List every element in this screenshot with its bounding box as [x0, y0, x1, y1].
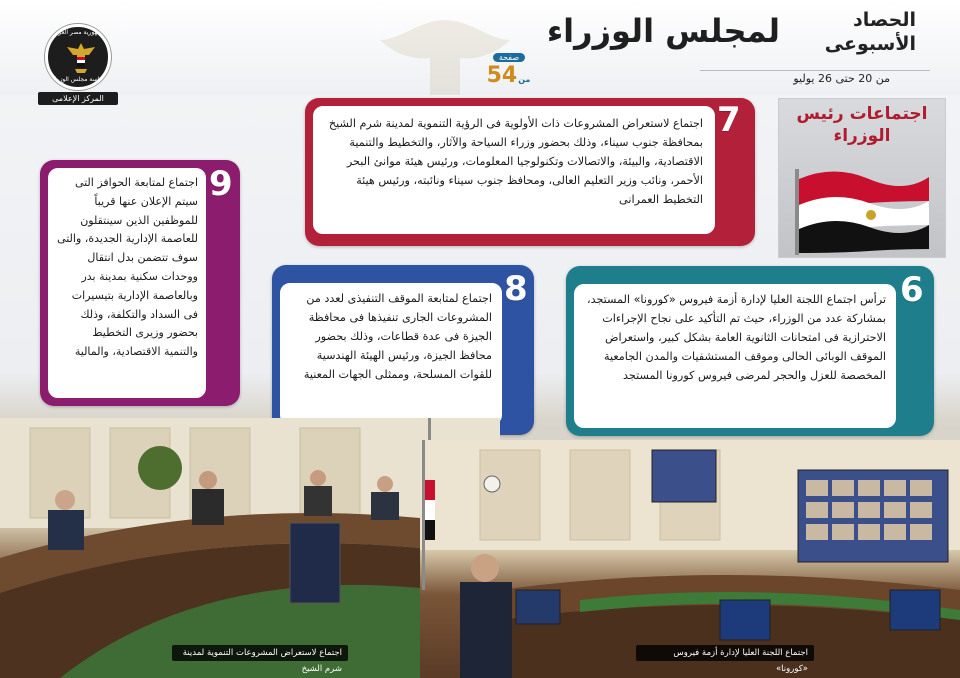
photo-corona-committee: [420, 440, 960, 678]
meeting-card-6-number: 6: [900, 270, 924, 310]
page-current: 4: [501, 63, 518, 88]
meeting-card-9: [40, 160, 240, 406]
meeting-card-9-text: اجتماع لمتابعة الحوافز التى سيتم الإعلان عنها قريباً للموظفين الذين سينتقلون للعاصمة الإدارية الجديدة، والتى سوف تتضمن بدل انتقال ووحدات سكنية بمدينة بدر وبالعاصمة الإدارية بتيسيرات فى السداد والتكلفة، وذلك بحضور وزيرى التخطيط والتنمية الاقتصادية، والمالية: [48, 168, 206, 398]
page-total: 5: [486, 63, 502, 88]
cabinet-logo: [38, 24, 118, 119]
photo-left-caption: اجتماع لاستعراض المشروعات التنموية لمدينة شرم الشيخ: [172, 645, 348, 661]
section-title: [779, 103, 945, 147]
harvest-line-2: الأسبوعى: [824, 33, 916, 55]
meeting-card-8-text: اجتماع لمتابعة الموقف التنفيذى لعدد من المشروعات الجارى تنفيذها فى محافظة الجيزة فى عدة قطاعات، وذلك بحضور محافظ الجيزة، ورئيس الهيئة الهندسية للقوات المسلحة، وممثلى الجهات المعنية: [280, 283, 502, 425]
section-title-line-1: اجتماعات رئيس: [796, 104, 928, 124]
page-indicator: [482, 45, 536, 89]
egypt-flag-icon: [779, 159, 929, 255]
meeting-card-7-text: اجتماع لاستعراض المشروعات ذات الأولوية فى الرؤية التنموية لمدينة شرم الشيخ بمحافظة جنوب سيناء، وذلك بحضور وزراء السياحة والآثار، والتخطيط والتنمية الاقتصادية، والبيئة، والاتصالات وتكنولوجيا المعلومات، ورئيس هيئة موانئ البحر الأحمر، ونائب وزير التعليم العالى، ومحافظ جنوب سيناء ونائبته، ورئيس هيئة التخطيط العمرانى: [313, 106, 715, 234]
logo-middle-text: رئاسة مجلس الوزراء: [51, 76, 105, 83]
date-range: من 20 حتى 26 يوليو: [700, 70, 930, 86]
harvest-line-1: الحصاد: [853, 9, 916, 31]
photo-right-caption: اجتماع اللجنة العليا لإدارة أزمة فيروس «كورونا»: [636, 645, 814, 661]
section-title-line-2: الوزراء: [833, 126, 891, 146]
logo-ribbon: المركز الإعلامى: [38, 92, 118, 105]
page-title: لمجلس الوزراء: [546, 12, 780, 50]
meeting-card-7: [305, 98, 755, 246]
meeting-card-8-number: 8: [504, 269, 528, 309]
logo-disc: [45, 24, 111, 90]
page-of: من: [518, 75, 531, 84]
meeting-card-6-text: ترأس اجتماع اللجنة العليا لإدارة أزمة فيروس «كورونا» المستجد، بمشاركة عدد من الوزراء، حيث تم التأكيد على نجاح الإجراءات الاحترازية فى امتحانات الثانوية العامة بشكل كبير، واستعراض الموقف الوبائى الحالى وموقف المستشفيات والمدن الجامعية المخصصة للعزل والحجر لمرضى فيروس كورونا المستجد: [574, 284, 896, 428]
section-label: [778, 98, 946, 258]
weekly-harvest-label: [806, 8, 916, 56]
meeting-card-7-number: 7: [717, 100, 741, 140]
meeting-card-8: [272, 265, 534, 435]
eagle-emblem-icon: [65, 41, 97, 75]
meeting-card-6: [566, 266, 934, 436]
meeting-room-right-illustration: [420, 440, 960, 678]
page-label: صفحة: [493, 53, 525, 62]
meeting-card-9-number: 9: [209, 164, 233, 204]
logo-top-text: جمهورية مصر العربية: [51, 29, 105, 36]
